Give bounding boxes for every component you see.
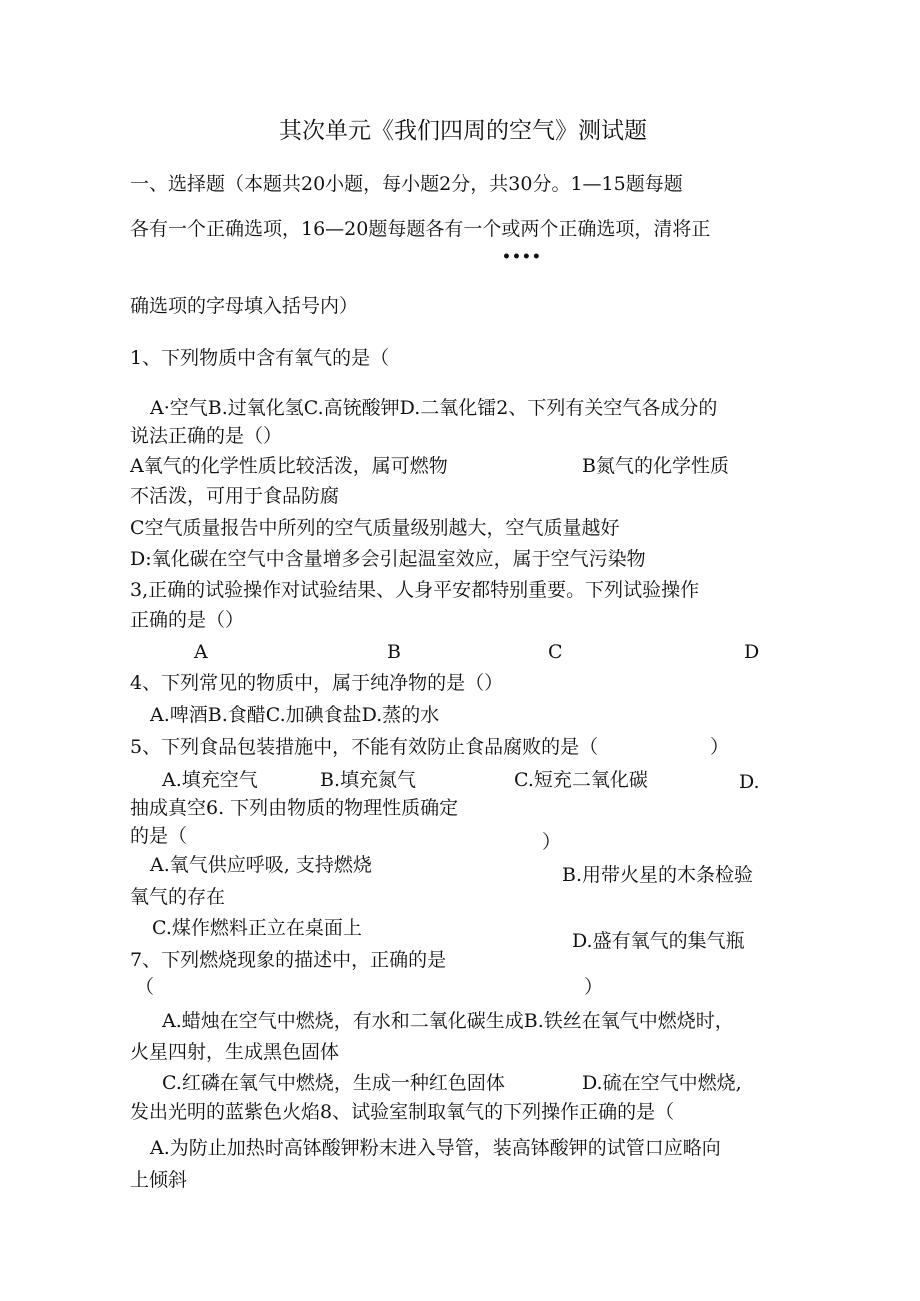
question-5-stem: 5、下列食品包装措施中，不能有效防止食品腐败的是（ xyxy=(130,736,599,758)
section-instructions-line-2: 各有一个正确选项，16—20题每题各有一个或两个正确选项，清将正 xyxy=(130,218,711,240)
question-2-option-c: C空气质量报告中所列的空气质量级别越大，空气质量越好 xyxy=(130,517,620,539)
question-5-option-d: D. xyxy=(739,771,760,793)
question-3-stem-end: 正确的是（） xyxy=(130,609,245,631)
question-4-options: A.啤酒B.食醋C.加碘食盐D.蒸的水 xyxy=(150,704,440,726)
question-1-stem: 1、下列物质中含有氧气的是（ xyxy=(130,347,390,369)
question-5-option-b: B.填充氮气 xyxy=(320,769,417,791)
question-3-label-c: C xyxy=(548,641,563,663)
question-7-option-c: C.红磷在氧气中燃烧，生成一种红色固体 xyxy=(162,1072,505,1094)
question-7-paren-close: ） xyxy=(584,976,604,998)
question-2-option-b: B氮气的化学性质 xyxy=(582,455,729,477)
question-6-option-b-cont: 氧气的存在 xyxy=(130,886,226,908)
section-instructions-line-1: 一、选择题（本题共20小题，每小题2分，共30分。1—15题每题 xyxy=(130,173,683,195)
question-3-label-d: D xyxy=(744,641,760,663)
question-8-option-a-cont: 上倾斜 xyxy=(130,1169,188,1191)
question-3-stem: 3,正确的试验操作对试验结果、人身平安都特别重要。下列试验操作 xyxy=(130,579,700,601)
question-3-label-b: B xyxy=(387,641,401,663)
question-7-option-ab: A.蜡烛在空气中燃烧，有水和二氧化碳生成B.铁丝在氧气中燃烧时， xyxy=(162,1010,734,1032)
question-2-option-d: D:氧化碳在空气中含量增多会引起温室效应，属于空气污染物 xyxy=(130,548,646,570)
question-5-option-c: C.短充二氧化碳 xyxy=(514,769,648,791)
question-7-option-d-cont: 发出光明的蓝紫色火焰8、试验室制取氧气的下列操作正确的是（ xyxy=(130,1101,675,1123)
question-3-label-a: A xyxy=(194,641,208,663)
question-4-stem: 4、下列常见的物质中，属于纯净物的是（） xyxy=(130,672,504,694)
emphasis-dots: •••• xyxy=(502,249,542,265)
question-1-options: A·空气B.过氧化氢C.高铳酸钾D.二氧化镭2、下列有关空气各成分的 xyxy=(150,397,718,419)
question-2-option-b-cont: 不活泼，可用于食品防腐 xyxy=(130,485,340,507)
question-6-close: ） xyxy=(542,831,562,853)
question-5-option-d-cont: 抽成真空6. 下列由物质的物理性质确定 xyxy=(130,797,459,819)
question-7-option-b-cont: 火星四射，生成黑色固体 xyxy=(130,1041,340,1063)
question-7-stem: 7、下列燃烧现象的描述中，正确的是 xyxy=(130,949,447,971)
question-7-option-d: D.硫在空气中燃烧, xyxy=(582,1072,742,1094)
question-6-stem-end: 的是（ xyxy=(130,825,188,847)
question-7-paren-open: （ xyxy=(135,976,155,998)
question-2-option-a: A氧气的化学性质比较活泼，属可燃物 xyxy=(130,455,448,477)
question-8-option-a: A.为防止加热时高钵酸钾粉末进入导管，装高钵酸钾的试管口应略向 xyxy=(150,1137,721,1159)
question-6-option-c: C.煤作燃料正立在桌面上 xyxy=(152,917,362,939)
section-instructions-line-3: 确选项的字母填入括号内） xyxy=(130,295,359,317)
question-2-stem-end: 说法正确的是（） xyxy=(130,425,283,447)
page-title: 其次单元《我们四周的空气》测试题 xyxy=(279,118,647,144)
question-6-option-d: D.盛有氧气的集气瓶 xyxy=(572,930,745,952)
question-5-stem-close: ） xyxy=(710,736,730,758)
question-6-option-a: A.氧气供应呼吸, 支持燃烧 xyxy=(150,854,372,876)
question-6-option-b: B.用带火星的木条检验 xyxy=(562,864,754,886)
question-5-option-a: A.填充空气 xyxy=(162,769,258,791)
